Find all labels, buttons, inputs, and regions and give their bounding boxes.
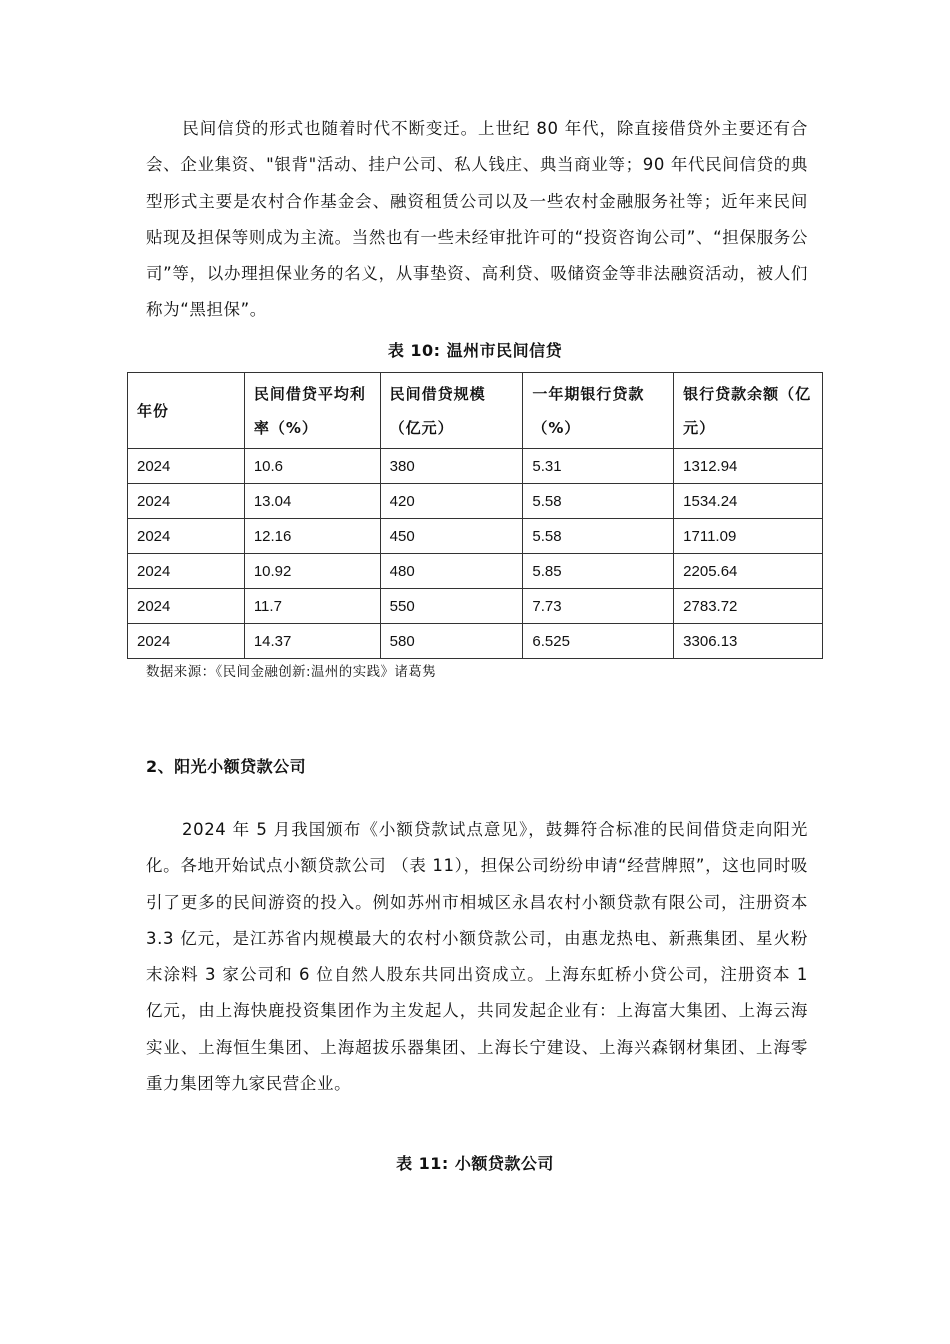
cell-lending-scale: 550 (380, 589, 523, 624)
table-source-note: 数据来源：《民间金融创新:温州的实践》诸葛隽 (146, 664, 437, 680)
table-row (128, 554, 823, 589)
cell-year: 2024 (128, 484, 245, 519)
cell-year: 2024 (128, 519, 245, 554)
cell-loan-balance: 1711.09 (674, 519, 823, 554)
cell-bank-rate: 5.58 (523, 519, 674, 554)
table-11-caption: 表 11: 小额贷款公司 (396, 1154, 554, 1173)
cell-lending-scale: 420 (380, 484, 523, 519)
cell-loan-balance: 3306.13 (674, 624, 823, 659)
cell-avg-rate: 10.6 (244, 449, 380, 484)
cell-lending-scale: 480 (380, 554, 523, 589)
table-row (128, 589, 823, 624)
paragraph-text: 2024 年 5 月我国颁布《小额贷款试点意见》，鼓舞符合标准的民间借贷走向阳光化。各地开始试点小额贷款公司 （表 11），担保公司纷纷申请“经营牌照”，这也同时吸引了更多的民间游资的投入。例如苏州市相城区永昌农村小额贷款有限公司，注册资本 3.3 亿元，是江苏省内规模最大的农村小额贷款公司，由惠龙热电、新燕集团、星火粉末涂料 3 家公司和 6 位自然人股东共同出资成立。上海东虹桥小贷公司，注册资本 1 亿元，由上海快鹿投资集团作为主发起人，共同发起企业有：上海富大集团、上海云海实业、上海恒生集团、上海超拔乐器集团、上海长宁建设、上海兴森钢材集团、上海零重力集团等九家民营企业。 (146, 820, 808, 1094)
table-row (128, 484, 823, 519)
cell-loan-balance: 1312.94 (674, 449, 823, 484)
paragraph-private-lending-forms (146, 111, 808, 329)
cell-avg-rate: 10.92 (244, 554, 380, 589)
cell-avg-rate: 14.37 (244, 624, 380, 659)
cell-year: 2024 (128, 624, 245, 659)
cell-bank-rate: 5.31 (523, 449, 674, 484)
cell-avg-rate: 11.7 (244, 589, 380, 624)
cell-lending-scale: 450 (380, 519, 523, 554)
header-year: 年份 (128, 373, 245, 449)
paragraph-microcredit (146, 812, 808, 1102)
header-loan-balance: 银行贷款余额（亿元） (674, 373, 823, 449)
cell-loan-balance: 2783.72 (674, 589, 823, 624)
wenzhou-lending-table (127, 372, 823, 659)
paragraph-text: 民间信贷的形式也随着时代不断变迁。上世纪 80 年代，除直接借贷外主要还有合会、企业集资、"银背"活动、挂户公司、私人钱庄、典当商业等；90 年代民间信贷的典型形式主要是农村合作基金会、融资租赁公司以及一些农村金融服务社等；近年来民间贴现及担保等则成为主流。当然也有一些未经审批许可的“投资咨询公司”、“担保服务公司”等，以办理担保业务的名义，从事垫资、高利贷、吸储资金等非法融资活动，被人们称为“黑担保”。 (146, 119, 808, 320)
cell-loan-balance: 1534.24 (674, 484, 823, 519)
cell-lending-scale: 380 (380, 449, 523, 484)
table-10-caption: 表 10: 温州市民间信贷 (387, 341, 563, 360)
cell-avg-rate: 12.16 (244, 519, 380, 554)
cell-avg-rate: 13.04 (244, 484, 380, 519)
header-lending-scale: 民间借贷规模（亿元） (380, 373, 523, 449)
header-avg-rate: 民间借贷平均利率（%） (244, 373, 380, 449)
section-heading: 2、阳光小额贷款公司 (146, 757, 307, 776)
table-row (128, 449, 823, 484)
cell-year: 2024 (128, 554, 245, 589)
table-header-row (128, 373, 823, 449)
cell-year: 2024 (128, 589, 245, 624)
cell-bank-rate: 5.58 (523, 484, 674, 519)
cell-bank-rate: 7.73 (523, 589, 674, 624)
header-bank-rate: 一年期银行贷款（%） (523, 373, 674, 449)
cell-loan-balance: 2205.64 (674, 554, 823, 589)
table-row (128, 519, 823, 554)
table-row (128, 624, 823, 659)
cell-bank-rate: 5.85 (523, 554, 674, 589)
cell-year: 2024 (128, 449, 245, 484)
cell-bank-rate: 6.525 (523, 624, 674, 659)
cell-lending-scale: 580 (380, 624, 523, 659)
